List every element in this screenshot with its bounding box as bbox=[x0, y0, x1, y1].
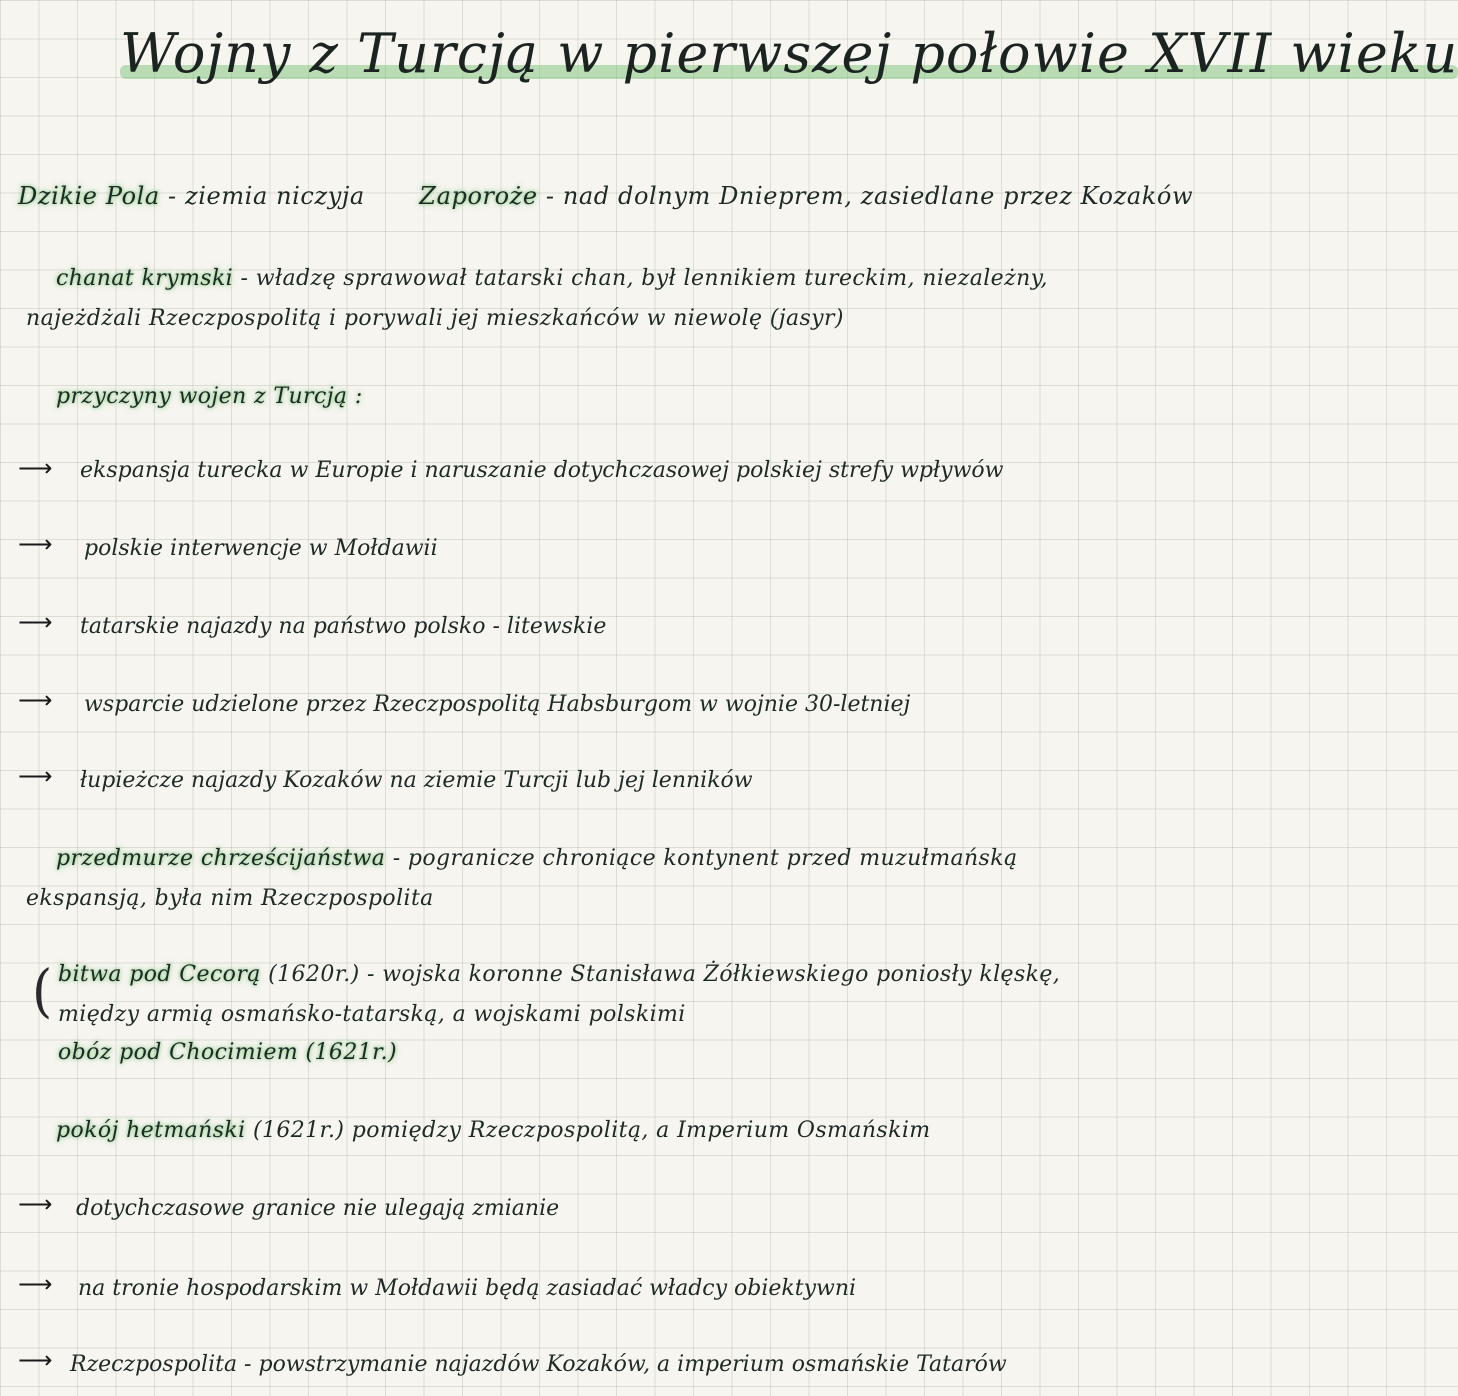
dzikie-pola-def: - ziemia niczyja bbox=[159, 182, 365, 210]
przyczyny-item-1: ekspansja turecka w Europie i naruszanie dotychczasowej polskiej strefy wpływów bbox=[80, 458, 1004, 483]
przyczyny-item-4: wsparcie udzielone przez Rzeczpospolitą Habsburgom w wojnie 30-letniej bbox=[84, 692, 911, 717]
pokoj-item-1: dotychczasowe granice nie ulegają zmianie bbox=[76, 1196, 560, 1221]
chanat-term: chanat krymski bbox=[56, 266, 234, 291]
przedmurze-term: przedmurze chrześcijaństwa bbox=[56, 846, 386, 871]
chanat-line-2: najeżdżali Rzeczpospolitą i porywali jej mieszkańców w niewolę (jasyr) bbox=[26, 306, 844, 331]
przedmurze-line-1 bbox=[56, 846, 1018, 871]
arrow-icon: ⟶ bbox=[18, 454, 53, 482]
dzikie-pola-term: Dzikie Pola bbox=[18, 182, 160, 210]
arrow-icon: ⟶ bbox=[18, 1270, 53, 1298]
dzikie-pola-line bbox=[18, 182, 1193, 210]
pokoj-def: (1621r.) pomiędzy Rzeczpospolitą, a Imperium Osmańskim bbox=[245, 1118, 931, 1143]
bracket: ( bbox=[32, 959, 53, 1025]
cecora-line-2: między armią osmańsko-tatarską, a wojskami polskimi bbox=[58, 1002, 686, 1027]
przyczyny-item-3: tatarskie najazdy na państwo polsko - litewskie bbox=[80, 614, 607, 639]
pokoj-item-3: Rzeczpospolita - powstrzymanie najazdów Kozaków, a imperium osmańskie Tatarów bbox=[70, 1352, 1007, 1377]
chocim-line: obóz pod Chocimiem (1621r.) bbox=[58, 1040, 397, 1065]
zaporoze-def: - nad dolnym Dnieprem, zasiedlane przez Kozaków bbox=[537, 182, 1194, 210]
zaporoze-term: Zaporoże bbox=[419, 182, 538, 210]
chanat-line-1 bbox=[56, 266, 1048, 291]
arrow-icon: ⟶ bbox=[18, 762, 53, 790]
pokoj-term: pokój hetmański bbox=[56, 1118, 246, 1143]
page-title bbox=[120, 22, 1458, 85]
cecora-def: (1620r.) - wojska koronne Stanisława Żółkiewskiego poniosły klęskę, bbox=[260, 962, 1061, 987]
arrow-icon: ⟶ bbox=[18, 686, 53, 714]
arrow-icon: ⟶ bbox=[18, 608, 53, 636]
przedmurze-def: - pogranicze chroniące kontynent przed muzułmańską bbox=[385, 846, 1018, 871]
przyczyny-heading: przyczyny wojen z Turcją : bbox=[56, 384, 363, 409]
cecora-line-1 bbox=[58, 962, 1060, 987]
pokoj-line bbox=[56, 1118, 931, 1143]
przedmurze-line-2: ekspansją, była nim Rzeczpospolita bbox=[26, 886, 434, 911]
pokoj-item-2: na tronie hospodarskim w Mołdawii będą zasiadać władcy obiektywni bbox=[78, 1276, 857, 1301]
chanat-def: - władzę sprawował tatarski chan, był lennikiem tureckim, niezależny, bbox=[233, 266, 1048, 291]
przyczyny-item-2: polskie interwencje w Mołdawii bbox=[84, 536, 438, 561]
cecora-term: bitwa pod Cecorą bbox=[58, 962, 261, 987]
przyczyny-item-5: łupieżcze najazdy Kozaków na ziemie Turcji lub jej lenników bbox=[80, 768, 753, 793]
arrow-icon: ⟶ bbox=[18, 1190, 53, 1218]
arrow-icon: ⟶ bbox=[18, 1346, 53, 1374]
arrow-icon: ⟶ bbox=[18, 530, 53, 558]
title-text: Wojny z Turcją w pierwszej połowie XVII wieku bbox=[120, 22, 1458, 85]
